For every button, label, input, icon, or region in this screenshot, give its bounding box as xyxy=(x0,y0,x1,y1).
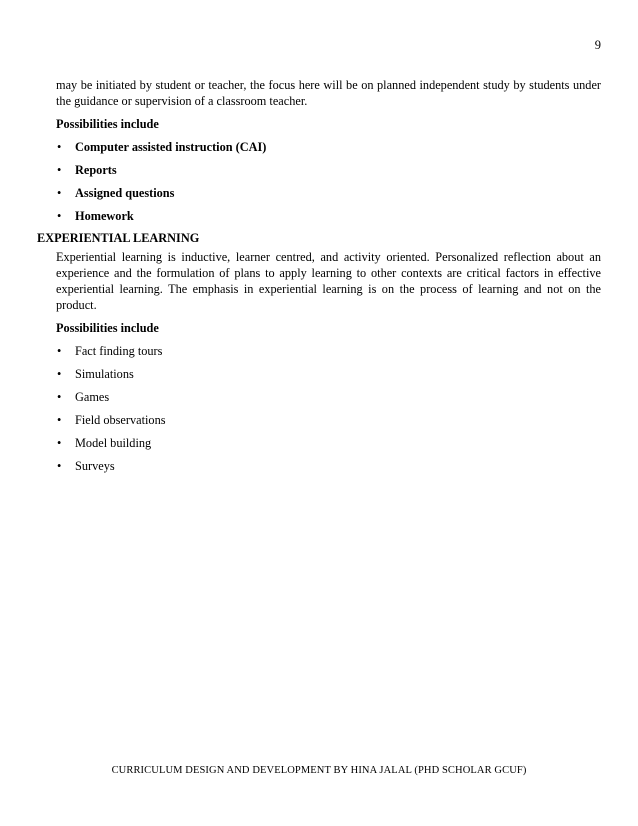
list-item-label: Homework xyxy=(75,209,134,223)
list-item xyxy=(56,435,601,451)
bullet-icon: • xyxy=(57,459,62,473)
list-item xyxy=(56,343,601,359)
list-item-label: Fact finding tours xyxy=(75,344,163,358)
bullet-icon: • xyxy=(57,436,62,450)
list-item-label: Simulations xyxy=(75,367,134,381)
list-item xyxy=(56,208,601,224)
list-item xyxy=(56,139,601,155)
bullet-icon: • xyxy=(57,344,62,358)
list-item-label: Field observations xyxy=(75,413,166,427)
list-item-label: Reports xyxy=(75,163,117,177)
list-item-label: Computer assisted instruction (CAI) xyxy=(75,140,267,154)
independent-study-list xyxy=(56,139,601,224)
independent-study-subheading: Possibilities include xyxy=(56,117,159,131)
bullet-icon: • xyxy=(57,367,62,381)
experiential-subheading: Possibilities include xyxy=(56,321,159,335)
experiential-paragraph: Experiential learning is inductive, learner centred, and activity oriented. Personalized reflection about an experience and the formulation of plans to apply learning to other contexts are critical factors in effective experiential learning. The emphasis in experiential learning is on the process of learning and not on the product. xyxy=(56,250,601,312)
section-heading: EXPERIENTIAL LEARNING xyxy=(37,231,200,245)
document-body xyxy=(37,77,601,474)
list-item xyxy=(56,162,601,178)
list-item-label: Games xyxy=(75,390,110,404)
bullet-icon: • xyxy=(57,140,62,154)
list-item-label: Surveys xyxy=(75,459,115,473)
bullet-icon: • xyxy=(57,209,62,223)
list-item xyxy=(56,389,601,405)
bullet-icon: • xyxy=(57,163,62,177)
experiential-list xyxy=(56,343,601,474)
page-footer: CURRICULUM DESIGN AND DEVELOPMENT BY HINA JALAL (PHD SCHOLAR GCUF) xyxy=(111,765,527,776)
list-item xyxy=(56,412,601,428)
bullet-icon: • xyxy=(57,390,62,404)
list-item xyxy=(56,366,601,382)
list-item xyxy=(56,185,601,201)
bullet-icon: • xyxy=(57,186,62,200)
list-item xyxy=(56,458,601,474)
intro-paragraph: may be initiated by student or teacher, the focus here will be on planned independent study by students under the guidance or supervision of a classroom teacher. xyxy=(56,78,601,108)
list-item-label: Model building xyxy=(75,436,152,450)
page-number: 9 xyxy=(594,38,601,52)
bullet-icon: • xyxy=(57,413,62,427)
list-item-label: Assigned questions xyxy=(75,186,175,200)
